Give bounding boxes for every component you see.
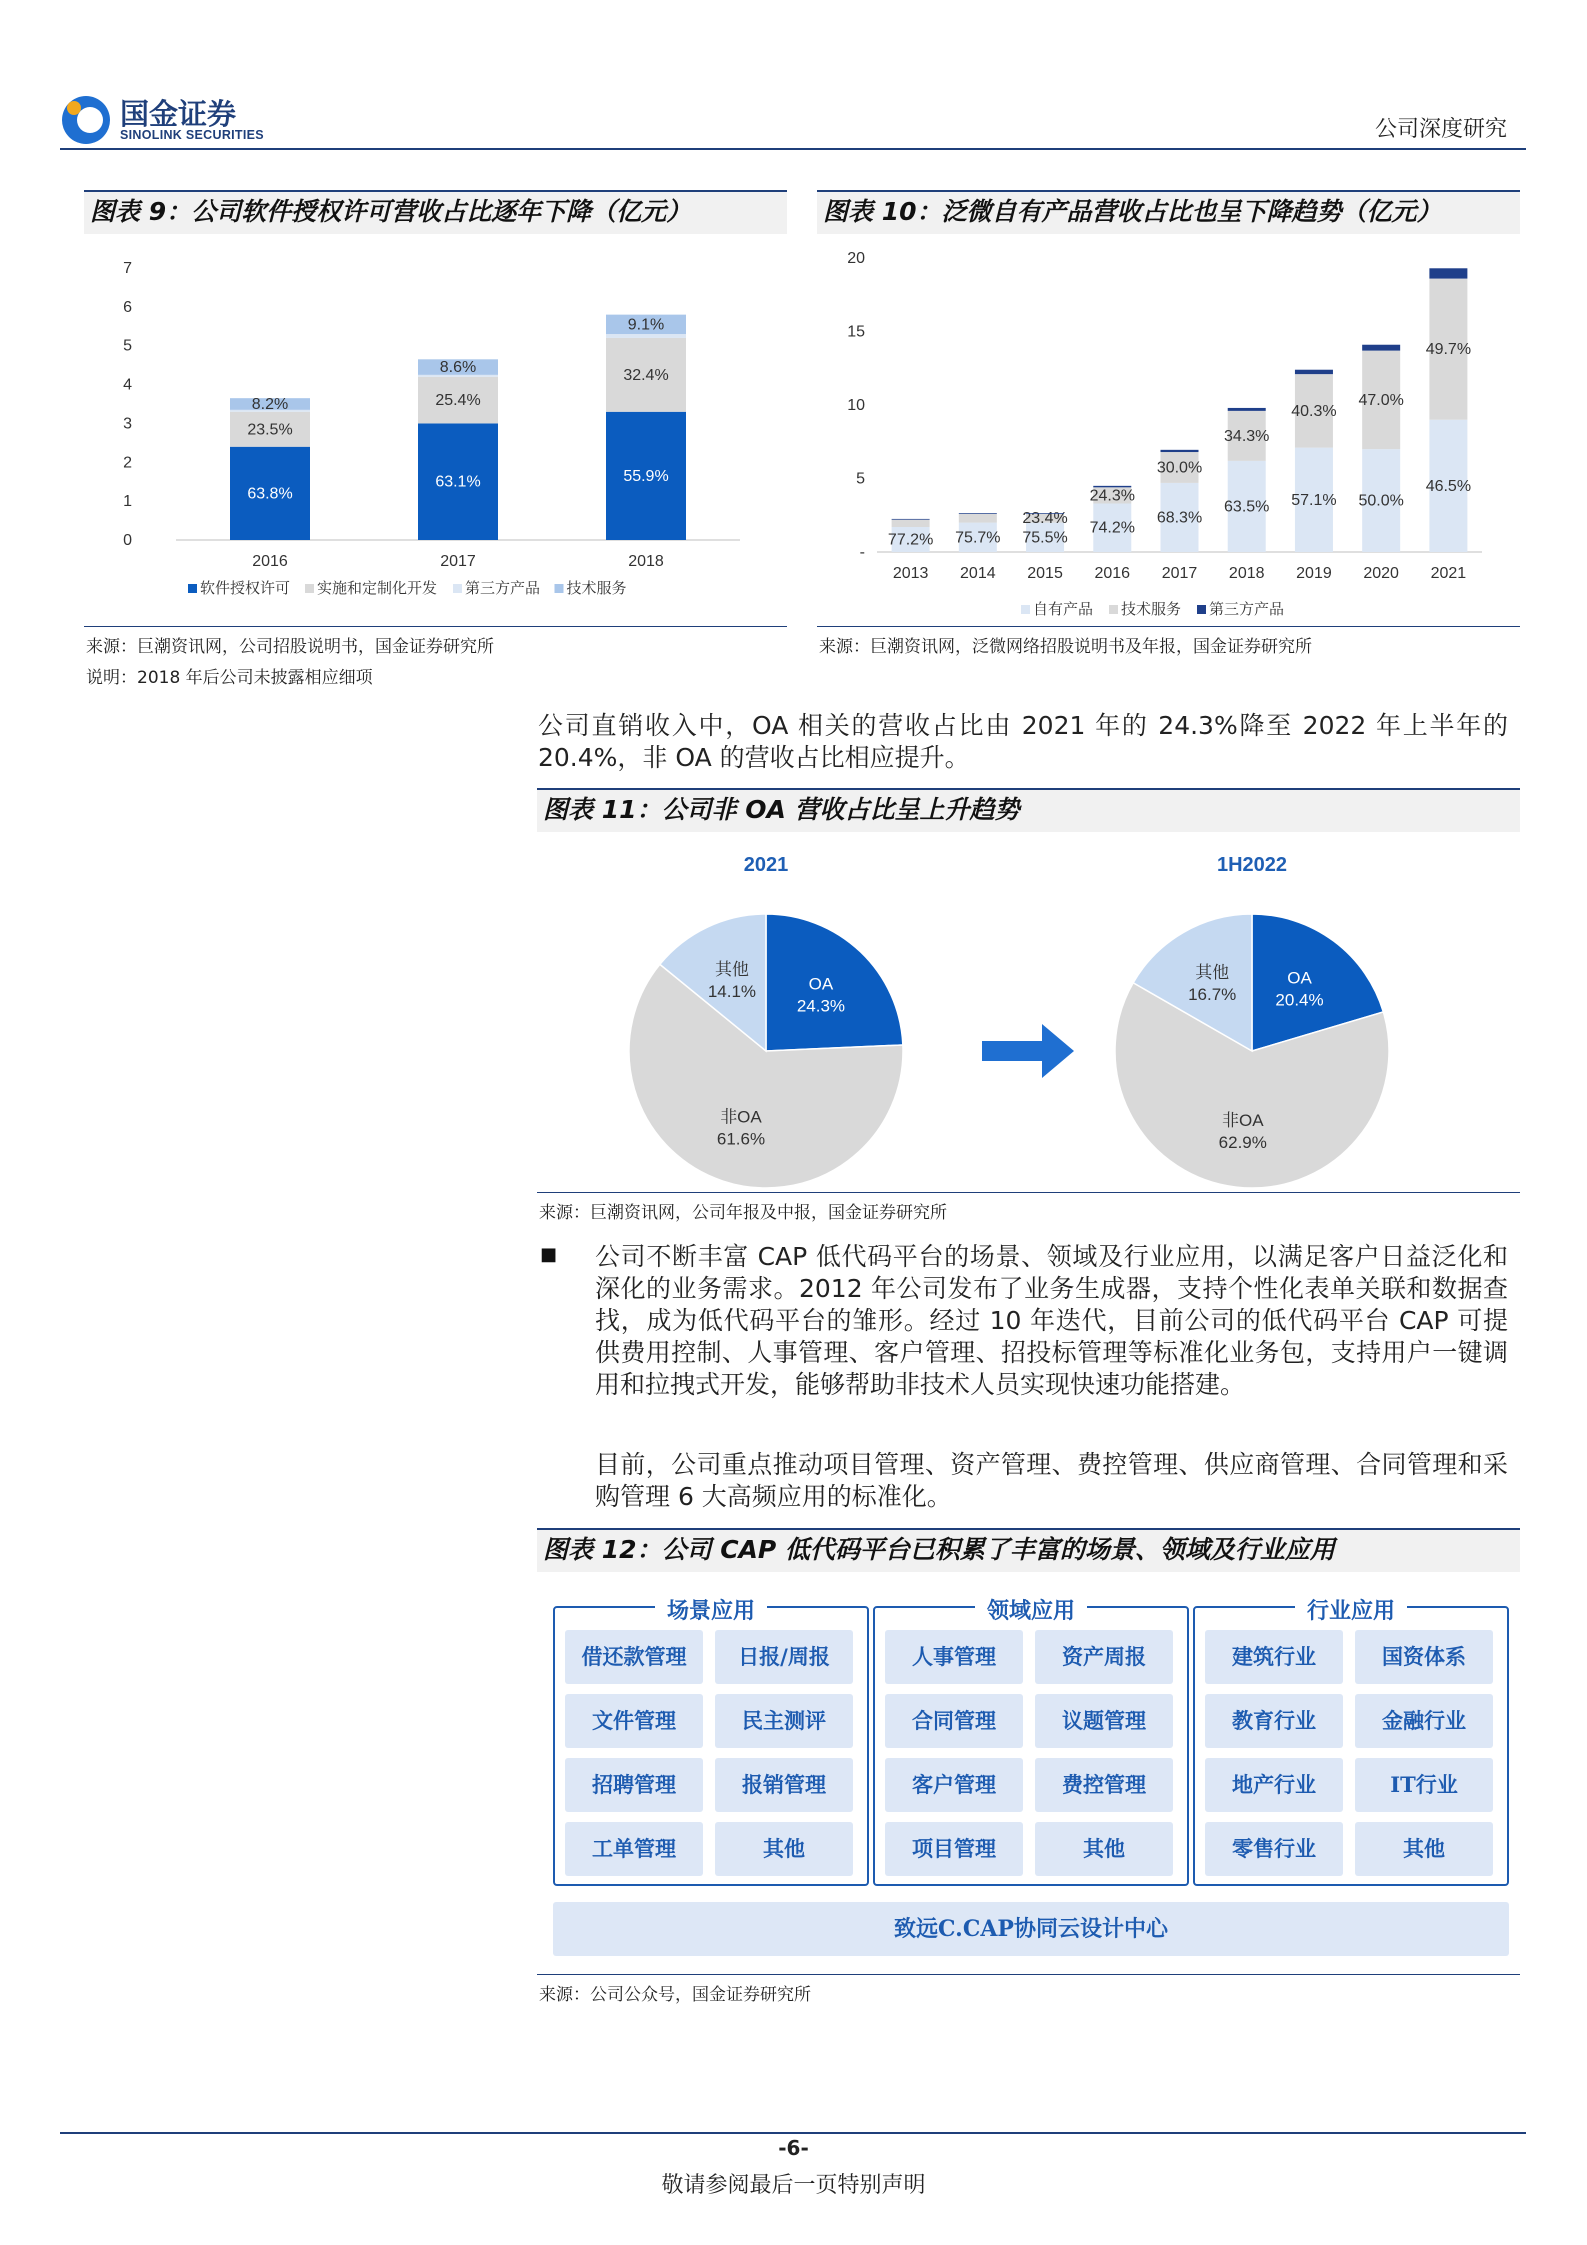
cell-scenario-6: 报销管理 <box>715 1758 853 1812</box>
y-tick-label: 3 <box>123 415 132 433</box>
legend-swatch <box>1197 605 1206 614</box>
bullet-square-icon: ■ <box>540 1244 558 1265</box>
fig9-bottom-rule <box>84 626 787 627</box>
data-label: 68.3% <box>1156 509 1203 527</box>
bar-segment <box>1228 408 1266 411</box>
y-tick-label: 10 <box>847 397 865 414</box>
logo-mark-icon <box>60 94 112 146</box>
data-label: 23.5% <box>247 421 293 439</box>
panel-scenario-title: 场景应用 <box>655 1598 767 1624</box>
y-tick-label: 7 <box>123 260 132 277</box>
pie-slice-name: 其他 <box>1195 963 1230 983</box>
cell-domain-4: 议题管理 <box>1035 1694 1173 1748</box>
bar-segment <box>1161 450 1199 452</box>
y-tick-label: 5 <box>856 470 865 488</box>
fig10-source: 来源：巨潮资讯网，泛微网络招股说明书及年报，国金证券研究所 <box>819 637 1312 657</box>
legend-label: 第三方产品 <box>465 579 541 597</box>
pie-slice-label: 61.6% <box>716 1129 766 1149</box>
legend-label: 技术服务 <box>566 579 627 597</box>
panel-domain-title: 领域应用 <box>975 1598 1087 1624</box>
x-tick-label: 2018 <box>628 553 664 570</box>
cell-industry-8: 其他 <box>1355 1822 1493 1876</box>
cell-domain-6: 费控管理 <box>1035 1758 1173 1812</box>
data-label: 63.1% <box>435 473 481 491</box>
x-tick-label: 2016 <box>252 553 288 570</box>
x-tick-label: 2017 <box>1161 565 1198 582</box>
data-label: 32.4% <box>623 366 669 384</box>
legend-swatch <box>188 584 197 593</box>
fig10-title: 图表 10：泛微自有产品营收占比也呈下降趋势（亿元） <box>817 190 1520 234</box>
y-tick-label: 5 <box>123 337 132 355</box>
cell-scenario-7: 工单管理 <box>565 1822 703 1876</box>
y-tick-label: 4 <box>123 376 132 394</box>
x-tick-label: 2014 <box>960 565 996 582</box>
bar-segment <box>606 334 686 338</box>
y-tick-label: 0 <box>123 532 132 549</box>
bar-segment <box>1026 513 1064 514</box>
pie-slice-name: 其他 <box>714 960 749 980</box>
data-label: 8.6% <box>439 359 477 377</box>
cell-scenario-5: 招聘管理 <box>565 1758 703 1812</box>
data-label: 46.5% <box>1425 477 1472 495</box>
data-label: 23.4% <box>1022 510 1068 528</box>
cell-industry-1: 建筑行业 <box>1205 1630 1343 1684</box>
cell-industry-7: 零售行业 <box>1205 1822 1343 1876</box>
x-tick-label: 2018 <box>1228 565 1265 582</box>
y-tick-label: 15 <box>847 323 865 341</box>
header-rule <box>60 148 1526 150</box>
arrow-right-icon <box>982 1024 1074 1078</box>
y-tick-label: 2 <box>123 454 132 472</box>
legend-label: 自有产品 <box>1033 600 1094 618</box>
cell-domain-1: 人事管理 <box>885 1630 1023 1684</box>
data-label: 25.4% <box>435 392 481 410</box>
bar-segment <box>892 519 930 520</box>
x-tick-label: 2017 <box>440 553 476 570</box>
cell-industry-2: 国资体系 <box>1355 1630 1493 1684</box>
fig9-note: 说明：2018 年后公司未披露相应细项 <box>86 668 373 688</box>
logo-cn: 国金证券 <box>120 97 237 131</box>
fig12-title: 图表 12：公司 CAP 低代码平台已积累了丰富的场景、领域及行业应用 <box>537 1528 1520 1572</box>
data-label: 74.2% <box>1089 519 1135 537</box>
bar-segment <box>892 520 930 527</box>
x-tick-label: 2019 <box>1296 565 1332 582</box>
panel-industry-title: 行业应用 <box>1295 1598 1407 1624</box>
data-label: 77.2% <box>887 531 934 549</box>
pie-title: 2021 <box>743 854 789 876</box>
cell-domain-2: 资产周报 <box>1035 1630 1173 1684</box>
legend-swatch <box>555 584 564 593</box>
data-label: 55.9% <box>623 467 669 485</box>
pie-slice-name: OA <box>808 974 834 994</box>
paragraph-cap-platform: 公司不断丰富 CAP 低代码平台的场景、领域及行业应用，以满足客户日益泛化和深化的业务需求。2012 年公司发布了业务生成器，支持个性化表单关联和数据查找，成为低代码平台的雏形。经过 10 年迭代，目前公司的低代码平台 CAP 可提供费用控制、人事管理、客户管理、招投标管理等标准化业务包，支持用户一键调用和拉拽式开发，能够帮助非技术人员实现快速功能搭建。 <box>595 1242 1508 1399</box>
data-label: 34.3% <box>1224 427 1270 445</box>
legend-label: 技术服务 <box>1121 600 1182 618</box>
fig11-source: 来源：巨潮资讯网，公司年报及中报，国金证券研究所 <box>539 1203 947 1223</box>
cell-scenario-1: 借还款管理 <box>565 1630 703 1684</box>
bar-segment <box>1295 370 1333 374</box>
cell-industry-5: 地产行业 <box>1205 1758 1343 1812</box>
data-label: 75.7% <box>955 529 1001 547</box>
fig11-chart <box>537 836 1520 1196</box>
logo <box>60 92 290 148</box>
bar-segment <box>959 514 997 523</box>
bar-segment <box>959 513 997 514</box>
x-tick-label: 2021 <box>1430 565 1467 582</box>
fig12-diagram <box>537 1580 1520 1970</box>
pie-slice-label: 16.7% <box>1188 985 1237 1005</box>
cap-design-center-bar: 致远C.CAP协同云设计中心 <box>553 1902 1509 1956</box>
data-label: 8.2% <box>251 396 289 413</box>
legend-swatch <box>453 584 462 593</box>
paragraph-six-apps: 目前，公司重点推动项目管理、资产管理、费控管理、供应商管理、合同管理和采购管理 6 大高频应用的标准化。 <box>595 1450 1508 1511</box>
data-label: 30.0% <box>1156 459 1203 477</box>
cell-scenario-8: 其他 <box>715 1822 853 1876</box>
x-tick-label: 2015 <box>1027 565 1063 582</box>
data-label: 75.5% <box>1022 529 1068 547</box>
cell-domain-3: 合同管理 <box>885 1694 1023 1748</box>
cell-scenario-3: 文件管理 <box>565 1694 703 1748</box>
y-tick-label: - <box>859 544 865 561</box>
fig12-bottom-rule <box>537 1974 1520 1975</box>
data-label: 49.7% <box>1425 341 1472 359</box>
fig9-title: 图表 9：公司软件授权许可营收占比逐年下降（亿元） <box>84 190 787 234</box>
pie-title: 1H2022 <box>1216 854 1288 876</box>
fig11-bottom-rule <box>537 1192 1520 1193</box>
cell-industry-6: IT行业 <box>1355 1758 1493 1812</box>
y-tick-label: 20 <box>847 250 865 267</box>
pie-slice-label: 20.4% <box>1275 990 1324 1010</box>
legend-label: 第三方产品 <box>1209 600 1285 618</box>
x-tick-label: 2013 <box>892 565 929 582</box>
bar-segment <box>1362 345 1400 351</box>
footer-disclaimer: 敬请参阅最后一页特别声明 <box>661 2173 926 2198</box>
legend-swatch <box>305 584 314 593</box>
pie-slice-label: 62.9% <box>1218 1132 1267 1152</box>
cell-scenario-2: 日报/周报 <box>715 1630 853 1684</box>
data-label: 24.3% <box>1089 487 1135 505</box>
panel-scenario <box>553 1598 869 1886</box>
pie-slice-name: 非OA <box>720 1107 762 1127</box>
cell-domain-7: 项目管理 <box>885 1822 1023 1876</box>
page-number: -6- <box>778 2136 809 2160</box>
bar-segment <box>1429 268 1467 278</box>
data-label: 50.0% <box>1358 492 1404 510</box>
fig11-title: 图表 11：公司非 OA 营收占比呈上升趋势 <box>537 788 1520 832</box>
data-label: 40.3% <box>1291 402 1337 420</box>
pie-slice-name: OA <box>1287 968 1312 988</box>
fig9-source: 来源：巨潮资讯网，公司招股说明书，国金证券研究所 <box>86 637 494 657</box>
x-tick-label: 2020 <box>1363 565 1399 582</box>
bar-segment <box>1093 486 1131 487</box>
data-label: 57.1% <box>1291 491 1337 509</box>
data-label: 63.5% <box>1224 498 1270 516</box>
legend-label: 软件授权许可 <box>200 579 291 597</box>
pie-slice-name: 非OA <box>1222 1110 1264 1130</box>
fig10-bottom-rule <box>817 626 1520 627</box>
y-tick-label: 1 <box>123 493 132 511</box>
paragraph-oa-share: 公司直销收入中，OA 相关的营收占比由 2021 年的 24.3%降至 2022 年上半年的 20.4%，非 OA 的营收占比相应提升。 <box>538 711 1508 772</box>
data-label: 47.0% <box>1358 391 1404 409</box>
panel-industry <box>1193 1598 1509 1886</box>
cell-domain-5: 客户管理 <box>885 1758 1023 1812</box>
cell-domain-8: 其他 <box>1035 1822 1173 1876</box>
legend-swatch <box>1109 605 1118 614</box>
pie-slice <box>766 914 903 1051</box>
logo-en: SINOLINK SECURITIES <box>120 128 264 142</box>
fig12-source: 来源：公司公众号，国金证券研究所 <box>539 1985 811 2005</box>
data-label: 63.8% <box>247 485 293 503</box>
cell-scenario-4: 民主测评 <box>715 1694 853 1748</box>
legend-swatch <box>1021 605 1030 614</box>
data-label: 9.1% <box>627 316 665 334</box>
pie-slice-label: 24.3% <box>796 996 846 1016</box>
footer-rule <box>60 2132 1526 2134</box>
pie-slice-label: 14.1% <box>707 982 757 1002</box>
cell-industry-4: 金融行业 <box>1355 1694 1493 1748</box>
fig10-chart <box>817 238 1520 624</box>
legend-label: 实施和定制化开发 <box>317 579 438 597</box>
section-label: 公司深度研究 <box>1374 117 1507 142</box>
panel-domain <box>873 1598 1189 1886</box>
fig9-chart <box>84 238 787 608</box>
y-tick-label: 6 <box>123 298 132 316</box>
x-tick-label: 2016 <box>1094 565 1131 582</box>
cell-industry-3: 教育行业 <box>1205 1694 1343 1748</box>
